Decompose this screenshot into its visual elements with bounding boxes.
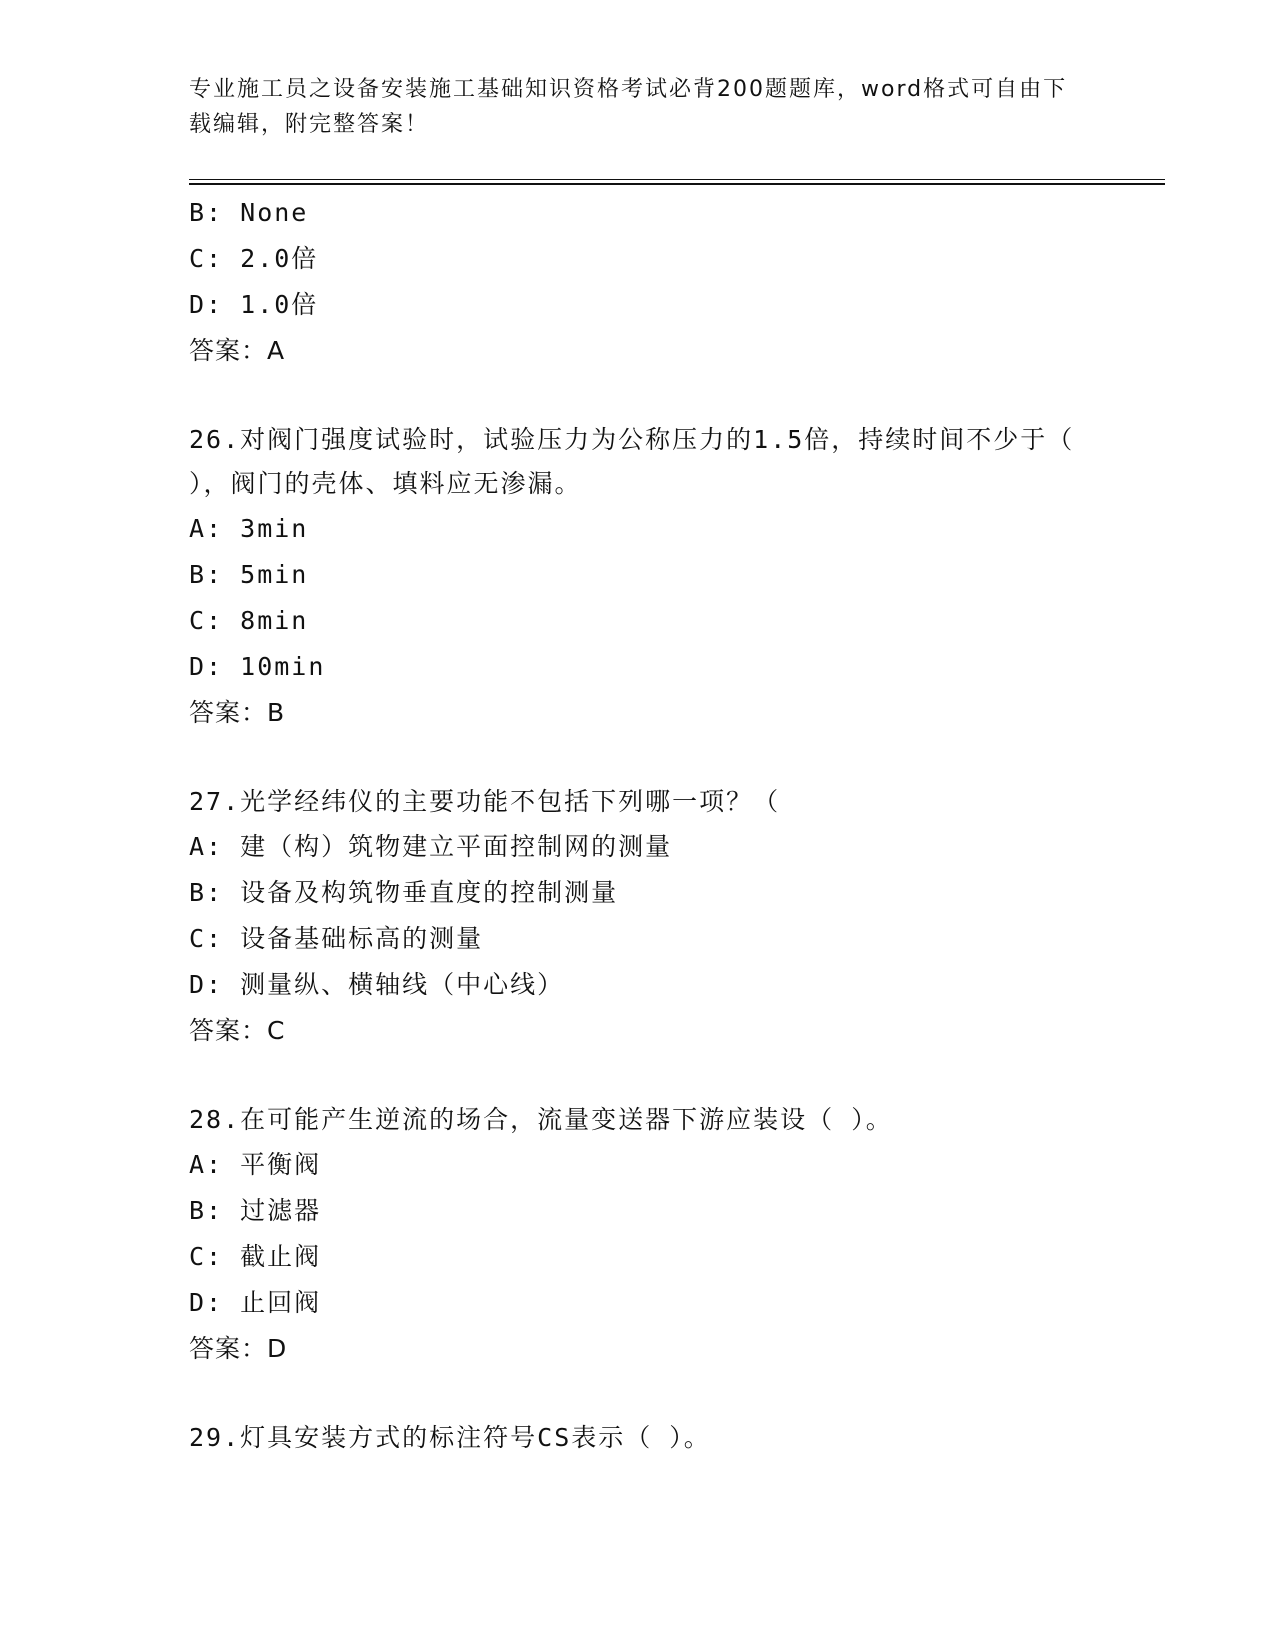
header-divider: [189, 179, 1165, 180]
option-b: B: 过滤器: [189, 1196, 322, 1225]
question-block-28: [189, 1098, 1129, 1372]
question-text: 27.光学经纬仪的主要功能不包括下列哪一项？（: [189, 787, 781, 816]
option-a: A: 平衡阀: [189, 1150, 322, 1179]
option-c: C: 8min: [189, 606, 309, 635]
question-block-26: [189, 418, 1129, 736]
option-d: D: 1.0倍: [189, 290, 319, 319]
answer-line: 答案：B: [189, 698, 286, 727]
option-d: D: 测量纵、横轴线（中心线）: [189, 970, 565, 999]
option-c: C: 2.0倍: [189, 244, 319, 273]
header-divider-bold: [189, 183, 1165, 185]
answer-line: 答案：D: [189, 1334, 288, 1363]
option-b: B: None: [189, 198, 309, 227]
option-d: D: 止回阀: [189, 1288, 322, 1317]
option-d: D: 10min: [189, 652, 326, 681]
option-a: A: 建（构）筑物建立平面控制网的测量: [189, 832, 673, 861]
question-block-29: [189, 1416, 1129, 1460]
question-text: 29.灯具安装方式的标注符号CS表示（ ）。: [189, 1423, 711, 1452]
option-c: C: 截止阀: [189, 1242, 322, 1271]
question-block-25: [189, 190, 1129, 374]
question-block-27: [189, 780, 1129, 1054]
answer-line: 答案：C: [189, 1016, 286, 1045]
option-b: B: 设备及构筑物垂直度的控制测量: [189, 878, 619, 907]
question-list: [189, 190, 1129, 1460]
answer-line: 答案：A: [189, 336, 286, 365]
option-a: A: 3min: [189, 514, 309, 543]
page-header: 专业施工员之设备安装施工基础知识资格考试必背200题题库，word格式可自由下载编辑，附完整答案！: [189, 77, 1068, 137]
option-c: C: 设备基础标高的测量: [189, 924, 484, 953]
question-text: 28.在可能产生逆流的场合，流量变送器下游应装设（ ）。: [189, 1105, 893, 1134]
option-b: B: 5min: [189, 560, 309, 589]
question-text: 26.对阀门强度试验时，试验压力为公称压力的1.5倍，持续时间不少于（ ），阀门的壳体、填料应无渗漏。: [189, 425, 1075, 498]
